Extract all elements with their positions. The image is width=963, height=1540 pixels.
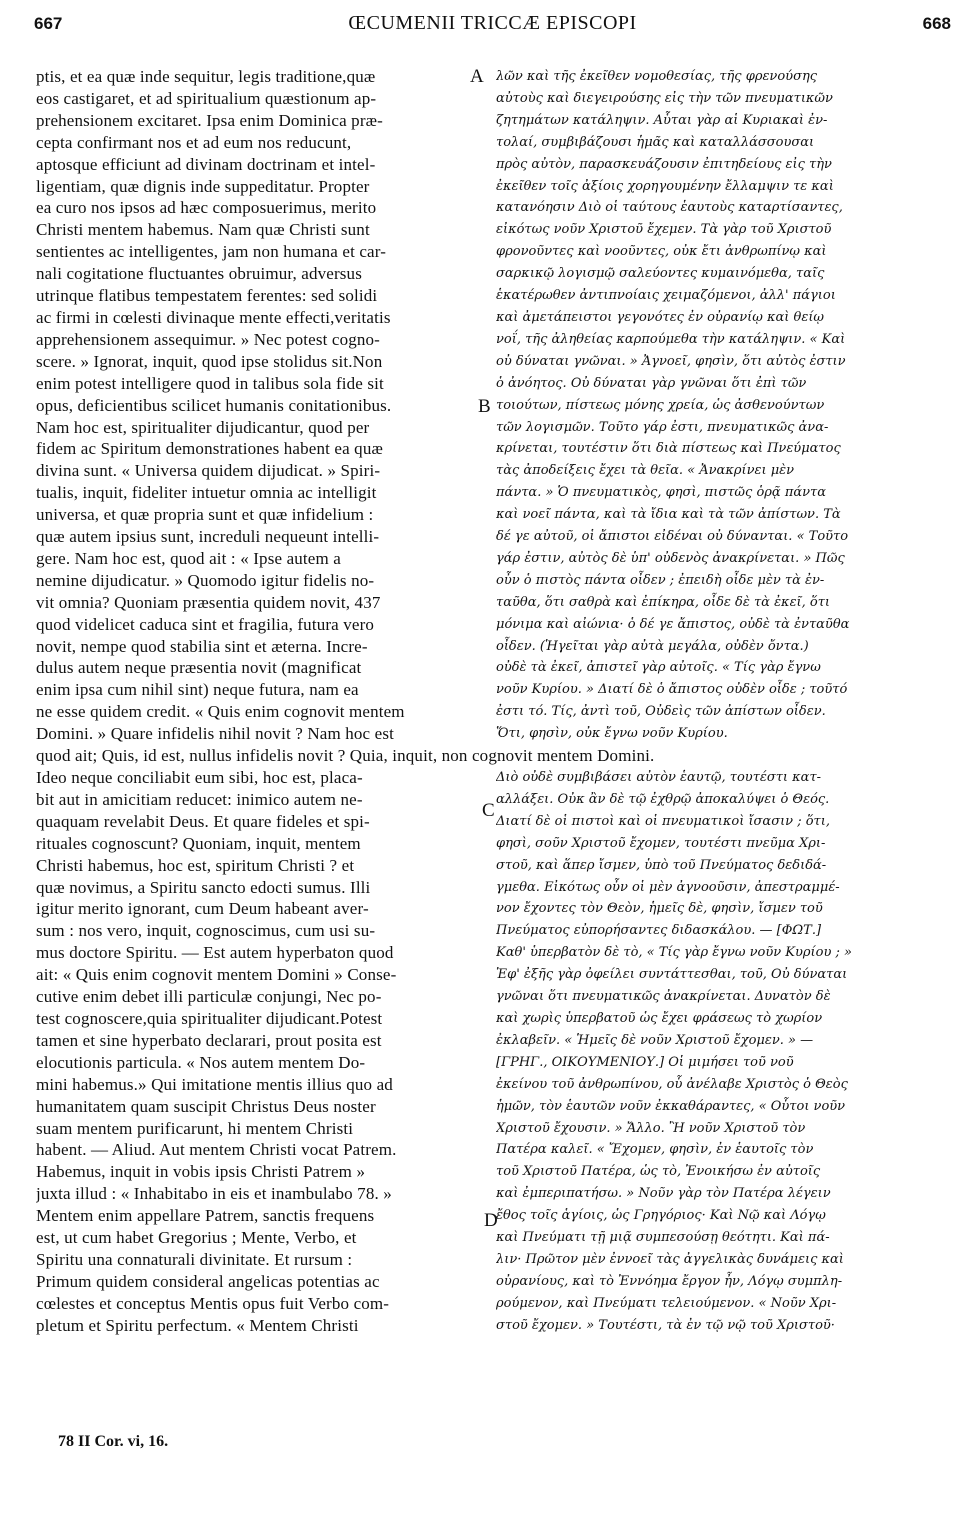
greek-text-line: Καθ' ὑπερβατὸν δὲ τὸ, « Τίς γὰρ ἔγνω νοῦν Κυρίου ; » (496, 945, 852, 961)
latin-text-line: sentientes ac intelligentes, jam non humana et car- (36, 242, 387, 262)
latin-text-line: habent. — Aliud. Aut mentem Christi vocat Patrem. (36, 1140, 397, 1160)
greek-text-line: οὐρανίους, καὶ τὸ Ἐννόημα ἔργον ἦν, Λόγῳ συμπλη- (496, 1273, 843, 1289)
latin-text-line: prehensionem excitaret. Ipsa enim Dominica præ- (36, 110, 383, 130)
latin-text-line: tualis, inquit, fideliter intuetur omnia ac intelligit (36, 483, 377, 503)
greek-text-line: ταῦθα, ὅτι σαθρὰ καὶ ἐπίκηρα, οἶδε δὲ τὰ ἐκεῖ, ὅτι (496, 594, 831, 610)
greek-text-line: λιν· Πρῶτον μὲν ἐννοεῖ τὰς ἀγγελικὰς δυνάμεις καὶ (496, 1251, 844, 1267)
greek-text-line: τοιούτων, πίστεως μόνης χρεία, ὡς ἀσθενούντων (496, 397, 825, 413)
latin-text-line: quod ait; Quis, id est, nullus infidelis novit ? Quia, inquit, non cognovit mentem Domini. (36, 746, 655, 766)
greek-text-line: λῶν καὶ τῆς ἐκεῖθεν νομοθεσίας, τῆς φρενούσης (496, 69, 818, 84)
latin-text-line: cutive enim debet illi particulæ conjungi, Nec po- (36, 987, 382, 1007)
greek-text-line: οὐδὲ τὰ ἐκεῖ, ἀπιστεῖ γὰρ αὐτοῖς. « Τίς γὰρ ἔγνω (496, 660, 821, 676)
greek-text-line: Χριστοῦ ἔχουσιν. » Ἄλλο. Ἢ νοῦν Χριστοῦ τὸν (496, 1120, 806, 1136)
latin-text-line: fidem ac Spiritum demonstrationes habent ea quæ (36, 439, 383, 459)
latin-text-line: ea curo nos ipsos ad hæc composuerimus, merito (36, 198, 377, 218)
greek-text-line: οὖν ὁ πιστὸς πάντα οἶδεν ; ἐπειδὴ οἶδε μὲν τὰ ἐν- (496, 572, 825, 588)
latin-text-line: dulus autem neque præsentia novit (magnificat (36, 658, 362, 678)
greek-text-line: στοῦ, καὶ ἅπερ ἴσμεν, ὑπὸ τοῦ Πνεύματος δεδιδά- (496, 857, 827, 873)
latin-text-line: test cognoscere,quia spiritualiter dijudicant.Potest (36, 1008, 383, 1028)
greek-text-line: γμεθα. Εἰκότως οὖν οἱ μὲν ἀγνοοῦσιν, ἀπεστραμμέ- (496, 879, 840, 895)
greek-text-line: Διὸ οὐδὲ συμβιβάσει αὐτὸν ἑαυτῷ, τουτέστι κατ- (496, 770, 822, 785)
greek-text-line: ἑκατέρωθεν ἀντιπνοίαις χειμαζόμενοι, ἀλλ' πάγιοι (496, 288, 836, 304)
latin-text-line: Domini. » Quare infidelis nihil novit ? Nam hoc est (36, 724, 394, 744)
latin-text-line: gere. Nam hoc est, quod ait : « Ipse autem a (36, 548, 341, 568)
greek-text-line: ἔθος τοῖς ἁγίοις, ὡς Γρηγόριος· Καὶ Νῷ καὶ Λόγῳ (496, 1208, 826, 1224)
greek-text-line: κατανόησιν Διὸ οἱ ταύτους ἑαυτοὺς καταρτίσαντες, (496, 200, 843, 216)
latin-text-line: tamen et sine hyperbato declarari, prout posita est (36, 1030, 382, 1050)
latin-text-line: humanitatem quam suscipit Christus Deus noster (36, 1096, 376, 1116)
page-number-left: 667 (34, 14, 63, 33)
margin-letter-d: D (484, 1210, 498, 1231)
latin-text-line: juxta illud : « Inhabitabo in eis et inambulabo 78. » (36, 1184, 392, 1204)
greek-text-line: Ἐφ' ἐξῆς γὰρ ὀφείλει συντάττεσθαι, τοῦ, Οὐ δύναται (496, 967, 848, 983)
latin-text-line: suam mentem purificarunt, hi mentem Christi (36, 1118, 354, 1138)
latin-text-line: scere. » Ignorat, inquit, quod ipse stolidus sit.Non (36, 351, 383, 371)
greek-text-line: καὶ χωρὶς ὑπερβατοῦ ὡς ἔχει φράσεως τὸ χωρίον (496, 1010, 823, 1026)
greek-text-line: κρίνεται, τουτέστιν ὅτι διὰ πίστεως καὶ Πνεύματος (496, 441, 841, 457)
greek-text-line: αλλάξει. Οὐκ ἂν δὲ τῷ ἐχθρῷ ἀποκαλύψει ὁ Θεός. (496, 791, 830, 807)
latin-text-line: apprehensionem assequimur. » Nec potest cogno- (36, 329, 380, 349)
greek-text-line: ὁ ἀνόητος. Οὐ δύναται γὰρ γνῶναι ὅτι ἐπὶ τῶν (496, 375, 807, 391)
greek-text-line: ἐκείνου τοῦ ἀνθρωπίνου, οὗ ἀνέλαβε Χριστὸς ὁ Θεὸς (496, 1076, 848, 1092)
latin-text-line: enim ipsa cum nihil sint) neque futura, nam ea (36, 680, 359, 700)
greek-text-line: καὶ Πνεύματι τῇ μιᾷ συμπεσούσῃ θεότητι. Καὶ πά- (496, 1230, 830, 1246)
greek-text-line: τολαί, συμβιβάζουσι ἡμᾶς καὶ καταλλάσσουσαι (496, 134, 815, 150)
latin-text-line: cepta confirmant nos et ad eum nos reducunt, (36, 132, 352, 152)
greek-text-line: γνῶναι ὅτι πνευματικῶς ἀνακρίνεται. Δυνατὸν δὲ (496, 989, 831, 1005)
latin-text-line: Mentem enim appellare Patrem, sanctis frequens (36, 1206, 375, 1226)
latin-text-line: bit aut in amicitiam reducet: inimico autem ne- (36, 789, 363, 809)
greek-text-line: ἡμῶν, τὸν ἑαυτῶν νοῦν ἐκκαθάραντες, « Οὗτοι νοῦν (496, 1098, 846, 1114)
greek-column (496, 66, 948, 1337)
greek-text-line: ἐστι τό. Τίς, ἀντὶ τοῦ, Οὐδεὶς τῶν ἀπίστων οἶδεν. (496, 704, 826, 720)
latin-text-line: est, ut cum habet Gregorius ; Mente, Verbo, et (36, 1228, 357, 1248)
latin-text-line: rituales cognoscunt? Quoniam, inquit, mentem (36, 833, 361, 853)
greek-text-line: φρονοῦντες καὶ νοοῦντες, οὐκ ἔτι ἀνθρωπίνῳ καὶ (496, 244, 827, 260)
latin-text-line: Ideo neque conciliabit eum sibi, hoc est, placa- (36, 768, 363, 787)
greek-text-line: νοῦν Κυρίου. » Διατί δὲ ὁ ἄπιστος οὐδὲν οἶδε ; τοῦτό (496, 682, 848, 698)
greek-text-line: οὐ δύναται γνῶναι. » Ἀγνοεῖ, φησὶν, ὅτι αὐτὸς ἐστιν (496, 353, 846, 369)
margin-letter-a: A (470, 66, 484, 87)
greek-text-line: τοῦ Χριστοῦ Πατέρα, ὡς τὸ, Ἐνοικήσω ἐν αὐτοῖς (496, 1164, 821, 1180)
greek-text-line: τὰς ἀποδείξεις ἔχει τὰ θεῖα. « Ἀνακρίνει μὲν (496, 463, 795, 479)
greek-text-line: φησὶ, σοῦν Χριστοῦ ἔχομεν, τουτέστι πνεῦμα Χρι- (496, 835, 826, 851)
greek-text-line: μόνιμα καὶ αἰώνια· ὁ δέ γε ἄπιστος, οὐδὲ τὰ ἐνταῦθα (496, 616, 850, 632)
latin-text-line: quæ autem ipsius sunt, increduli nequeunt intelli- (36, 527, 380, 547)
greek-text-line: ρούμενον, καὶ Πνεύματι τελειούμενον. « Νοῦν Χρι- (496, 1295, 837, 1311)
latin-text-line: ne esse quidem credit. « Quis enim cognovit mentem (36, 702, 405, 722)
greek-text-line: ἐκεῖθεν τοῖς ἀξίοις χορηγουμένην ἔλλαμψιν τε καὶ (496, 178, 834, 194)
greek-text-line: νον ἔχοντες τὸν Θεὸν, ἡμεῖς δὲ, φησὶν, ἴσμεν τοῦ (496, 901, 823, 917)
latin-text-line: universa, et quæ propria sunt et quæ infidelium : (36, 505, 374, 525)
greek-text-line: σαρκικῷ λογισμῷ σαλεύοντες κυμαινόμεθα, ταῖς (496, 266, 825, 282)
margin-letter-c: C (482, 800, 495, 821)
greek-text-line: ζητημάτων κατάληψιν. Αὗται γὰρ αἱ Κυριακαὶ ἐν- (496, 112, 828, 128)
greek-text-line: τῶν λογισμῶν. Τοῦτο γάρ ἐστι, πνευματικῶς ἀνα- (496, 419, 829, 435)
greek-text-line: νοΐ, τῆς ἀληθείας καρπούμεθα τὴν κατάληψιν. « Καὶ (496, 331, 846, 347)
latin-text-line: Spiritu una connaturali divinitate. Et rursum : (36, 1249, 353, 1269)
greek-text-line: γάρ ἐστιν, αὐτὸς δὲ ὑπ' οὐδενὸς ἀνακρίνεται. » Πῶς (496, 550, 845, 566)
greek-text-line: οἶδεν. (Ἡγεῖται γὰρ αὐτὰ μεγάλα, οὐδὲν ὄντα.) (496, 638, 809, 654)
latin-text-line: ptis, et ea quæ inde sequitur, legis traditione,quæ (36, 67, 376, 86)
greek-text-line: πρὸς αὐτὸν, παρασκευάζουσιν ἐπιτηδείους εἰς τὴν (496, 156, 832, 172)
greek-text-line: εἰκότως νοῦν Χριστοῦ ἔχεμεν. Τὰ γὰρ τοῦ Χριστοῦ (496, 222, 832, 238)
greek-text-line: Πατέρα καλεῖ. « Ἔχομεν, φησὶν, ἐν ἑαυτοῖς τὸν (496, 1142, 814, 1158)
latin-text-line: aptosque efficiunt ad divinam doctrinam et intel- (36, 154, 376, 174)
latin-text-line: nemine dijudicatur. » Quomodo igitur fidelis no- (36, 570, 375, 590)
page-header (34, 8, 951, 44)
latin-text-line: Christi habemus, hoc est, spiritum Christi ? et (36, 855, 355, 875)
margin-letter-b: B (478, 396, 491, 417)
latin-text-line: utrinque flatibus tempestatem ferentes: sed solidi (36, 286, 378, 306)
greek-text-line: [ΓΡΗΓ., ΟΙΚΟΥΜΕΝΙΟΥ.] Οἱ μιμήσει τοῦ νοῦ (496, 1054, 794, 1070)
greek-text-line: Διατί δὲ οἱ πιστοὶ καὶ οἱ πνευματικοὶ ἴσασιν ; ὅτι, (496, 813, 830, 829)
latin-text-line: opus, deficientibus scilicet humanis conitationibus. (36, 395, 392, 415)
page-number-right: 668 (922, 14, 951, 33)
latin-text-line: cœlestes et conceptus Mentis opus fuit Verbo com- (36, 1293, 390, 1313)
greek-text-line: καὶ νοεῖ πάντα, καὶ τὰ ἴδια καὶ τὰ τῶν ἀπίστων. Τὰ (496, 507, 841, 523)
greek-text-line: στοῦ ἔχομεν. » Τουτέστι, τὰ ἐν τῷ νῷ τοῦ Χριστοῦ· (496, 1317, 835, 1333)
latin-text-line: eos castigaret, et ad spiritualium quæstionum ap- (36, 88, 377, 108)
latin-text-line: elocutionis particula. « Nos autem mentem Do- (36, 1052, 366, 1072)
latin-text-line: quaquam revelabit Deus. Et quare fideles et spi- (36, 811, 370, 831)
greek-text-line: καὶ ἐμπεριπατήσω. » Νοῦν γὰρ τὸν Πατέρα λέγειν (496, 1186, 831, 1202)
latin-text-line: mus doctore Spiritu. — Est autem hyperbaton quod (36, 943, 394, 963)
latin-text-line: quod videlicet caduca sint et fragilia, futura vero (36, 614, 375, 634)
latin-text-line: Habemus, inquit in vobis ipsis Christi Patrem » (36, 1162, 366, 1182)
latin-text-line: quæ novimus, a Spiritu sancto edocti sumus. Illi (36, 877, 371, 897)
greek-text-line: καὶ ἀμετάπειστοι γεγονότες ἐν οὐρανίῳ καὶ θείῳ (496, 309, 825, 325)
latin-text-line: Christi mentem habemus. Nam quæ Christi sunt (36, 220, 370, 240)
latin-text-line: ait: « Quis enim cognovit mentem Domini » Conse- (36, 965, 397, 985)
latin-text-line: igitur merito ignorant, cum Deum habeant aver- (36, 899, 369, 919)
latin-text-line: pletum et Spiritu perfectum. « Mentem Christi (36, 1315, 359, 1335)
latin-text-line: mini habemus.» Qui imitatione mentis illius quo ad (36, 1074, 393, 1094)
greek-text-line: ἐκλαβεῖν. « Ἡμεῖς δὲ νοῦν Χριστοῦ ἔχομεν. » — (496, 1032, 814, 1048)
greek-text-line: δέ γε αὐτοῦ, οἱ ἄπιστοι εἰδέναι οὐ δύνανται. « Τοῦτο (496, 529, 849, 545)
greek-text-line: Πνεύματος εὐπορήσαντες διδασκάλου. — [ΦΩΤ.] (496, 923, 822, 939)
latin-text-line: ac firmi in cœlesti divinaque mente effecti,veritatis (36, 307, 391, 327)
greek-text-line: Ὅτι, φησὶν, οὐκ ἔγνω νοῦν Κυρίου. (496, 726, 728, 742)
latin-text-line: divina sunt. « Universa quidem dijudicat. » Spiri- (36, 461, 381, 481)
footnote: 78 II Cor. vi, 16. (58, 1433, 169, 1450)
latin-text-line: Primum quidem consideral angelicas potentias ac (36, 1271, 380, 1291)
latin-text-line: novit, nempe quod stabilia sint et æterna. Incre- (36, 636, 368, 656)
latin-text-line: Nam hoc est, spiritualiter dijudicantur, quod per (36, 417, 370, 437)
greek-text-line: πάντα. » Ὁ πνευματικὸς, φησὶ, πιστῶς ὁρᾷ πάντα (496, 485, 827, 501)
latin-text-line: sum : nos vero, inquit, cognoscimus, cum usi su- (36, 921, 376, 941)
latin-text-line: enim potest intelligere quod in talibus sola fide sit (36, 373, 384, 393)
latin-text-line: ligentiam, quæ dignis inde suppeditatur. Propter (36, 176, 370, 196)
greek-text-line: αὐτοὺς καὶ διεγειρούσης εἰς τὴν τῶν πνευματικῶν (496, 90, 833, 106)
latin-text-line: vit omnia? Quoniam præsentia quidem novit, 437 (36, 592, 381, 612)
latin-text-line: nali cogitatione fluctuantes obruimur, adversus (36, 264, 362, 284)
greek-text-line (496, 745, 948, 767)
running-title: ŒCUMENII TRICCÆ EPISCOPI (348, 12, 637, 34)
